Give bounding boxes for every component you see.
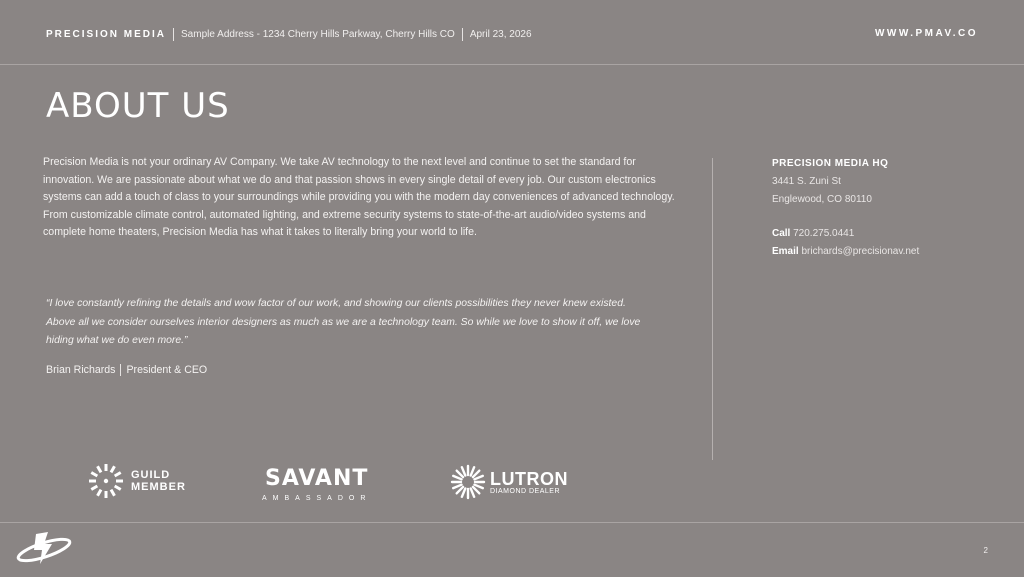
- contact-email-row: [772, 243, 919, 261]
- attribution-role: President & CEO: [126, 364, 208, 376]
- contact-street: 3441 S. Zuni St: [772, 176, 841, 187]
- brand-name: PRECISION MEDIA: [46, 29, 167, 40]
- guild-wordmark: [131, 469, 186, 493]
- page-title: ABOUT US: [46, 86, 230, 126]
- guild-line1: GUILD: [131, 469, 171, 481]
- header-date: April 23, 2026: [469, 29, 532, 40]
- guild-burst-icon: [87, 462, 125, 500]
- lutron-logo: [450, 464, 568, 500]
- divider: [462, 28, 463, 41]
- contact-city: Englewood, CO 80110: [772, 194, 872, 205]
- lutron-subtitle: DIAMOND DEALER: [490, 487, 561, 495]
- attribution-name: Brian Richards: [46, 364, 116, 376]
- quote-attribution: [46, 364, 207, 376]
- lutron-burst-icon: [450, 464, 486, 500]
- vertical-divider: [712, 158, 713, 460]
- guild-line2: MEMBER: [131, 481, 186, 493]
- email-label: Email: [772, 246, 799, 257]
- about-paragraph: Precision Media is not your ordinary AV Company. We take AV technology to the next level and continue to set the standard for innovation. We are passionate about what we do and that passion shows in every single detail of every job. Our custom electronics systems can add a touch of class to your surroundings while providing you with the modern day conveniences of advanced technology. From customizable climate control, automated lighting, and extreme security systems to state-of-the-art audio/video systems and complete home theaters, Precision Media has what it takes to literally bring your world to life.: [43, 156, 675, 239]
- contact-phone[interactable]: 720.275.0441: [793, 228, 855, 239]
- header-bar: [0, 0, 1024, 65]
- contact-heading: PRECISION MEDIA HQ: [772, 158, 889, 169]
- call-label: Call: [772, 228, 791, 239]
- footer-divider: [0, 522, 1024, 523]
- page-number: 2: [983, 546, 988, 555]
- lutron-wordmark-block: [490, 470, 568, 495]
- contact-phone-row: [772, 225, 919, 243]
- savant-logo: [262, 466, 371, 502]
- ceo-quote: “I love constantly refining the details and wow factor of our work, and showing our clients possibilities they never knew existed. Above all we consider ourselves interior designers as much as we are a technology team. So while we love to show it off, we love hiding what we do even more.”: [46, 298, 641, 346]
- savant-subtitle: AMBASSADOR: [262, 495, 372, 502]
- savant-wordmark: SAVANT: [265, 466, 369, 491]
- header-address: Sample Address - 1234 Cherry Hills Parkway, Cherry Hills CO: [181, 29, 455, 40]
- precision-media-logo-icon: [14, 528, 74, 573]
- contact-block: [772, 158, 919, 261]
- guild-member-logo: [87, 462, 186, 500]
- website-link[interactable]: WWW.PMAV.CO: [874, 28, 978, 39]
- divider: [173, 28, 174, 41]
- header-info: [46, 28, 532, 41]
- divider: [120, 364, 121, 376]
- contact-email[interactable]: brichards@precisionav.net: [801, 246, 920, 257]
- lutron-wordmark: LUTRON: [490, 468, 568, 489]
